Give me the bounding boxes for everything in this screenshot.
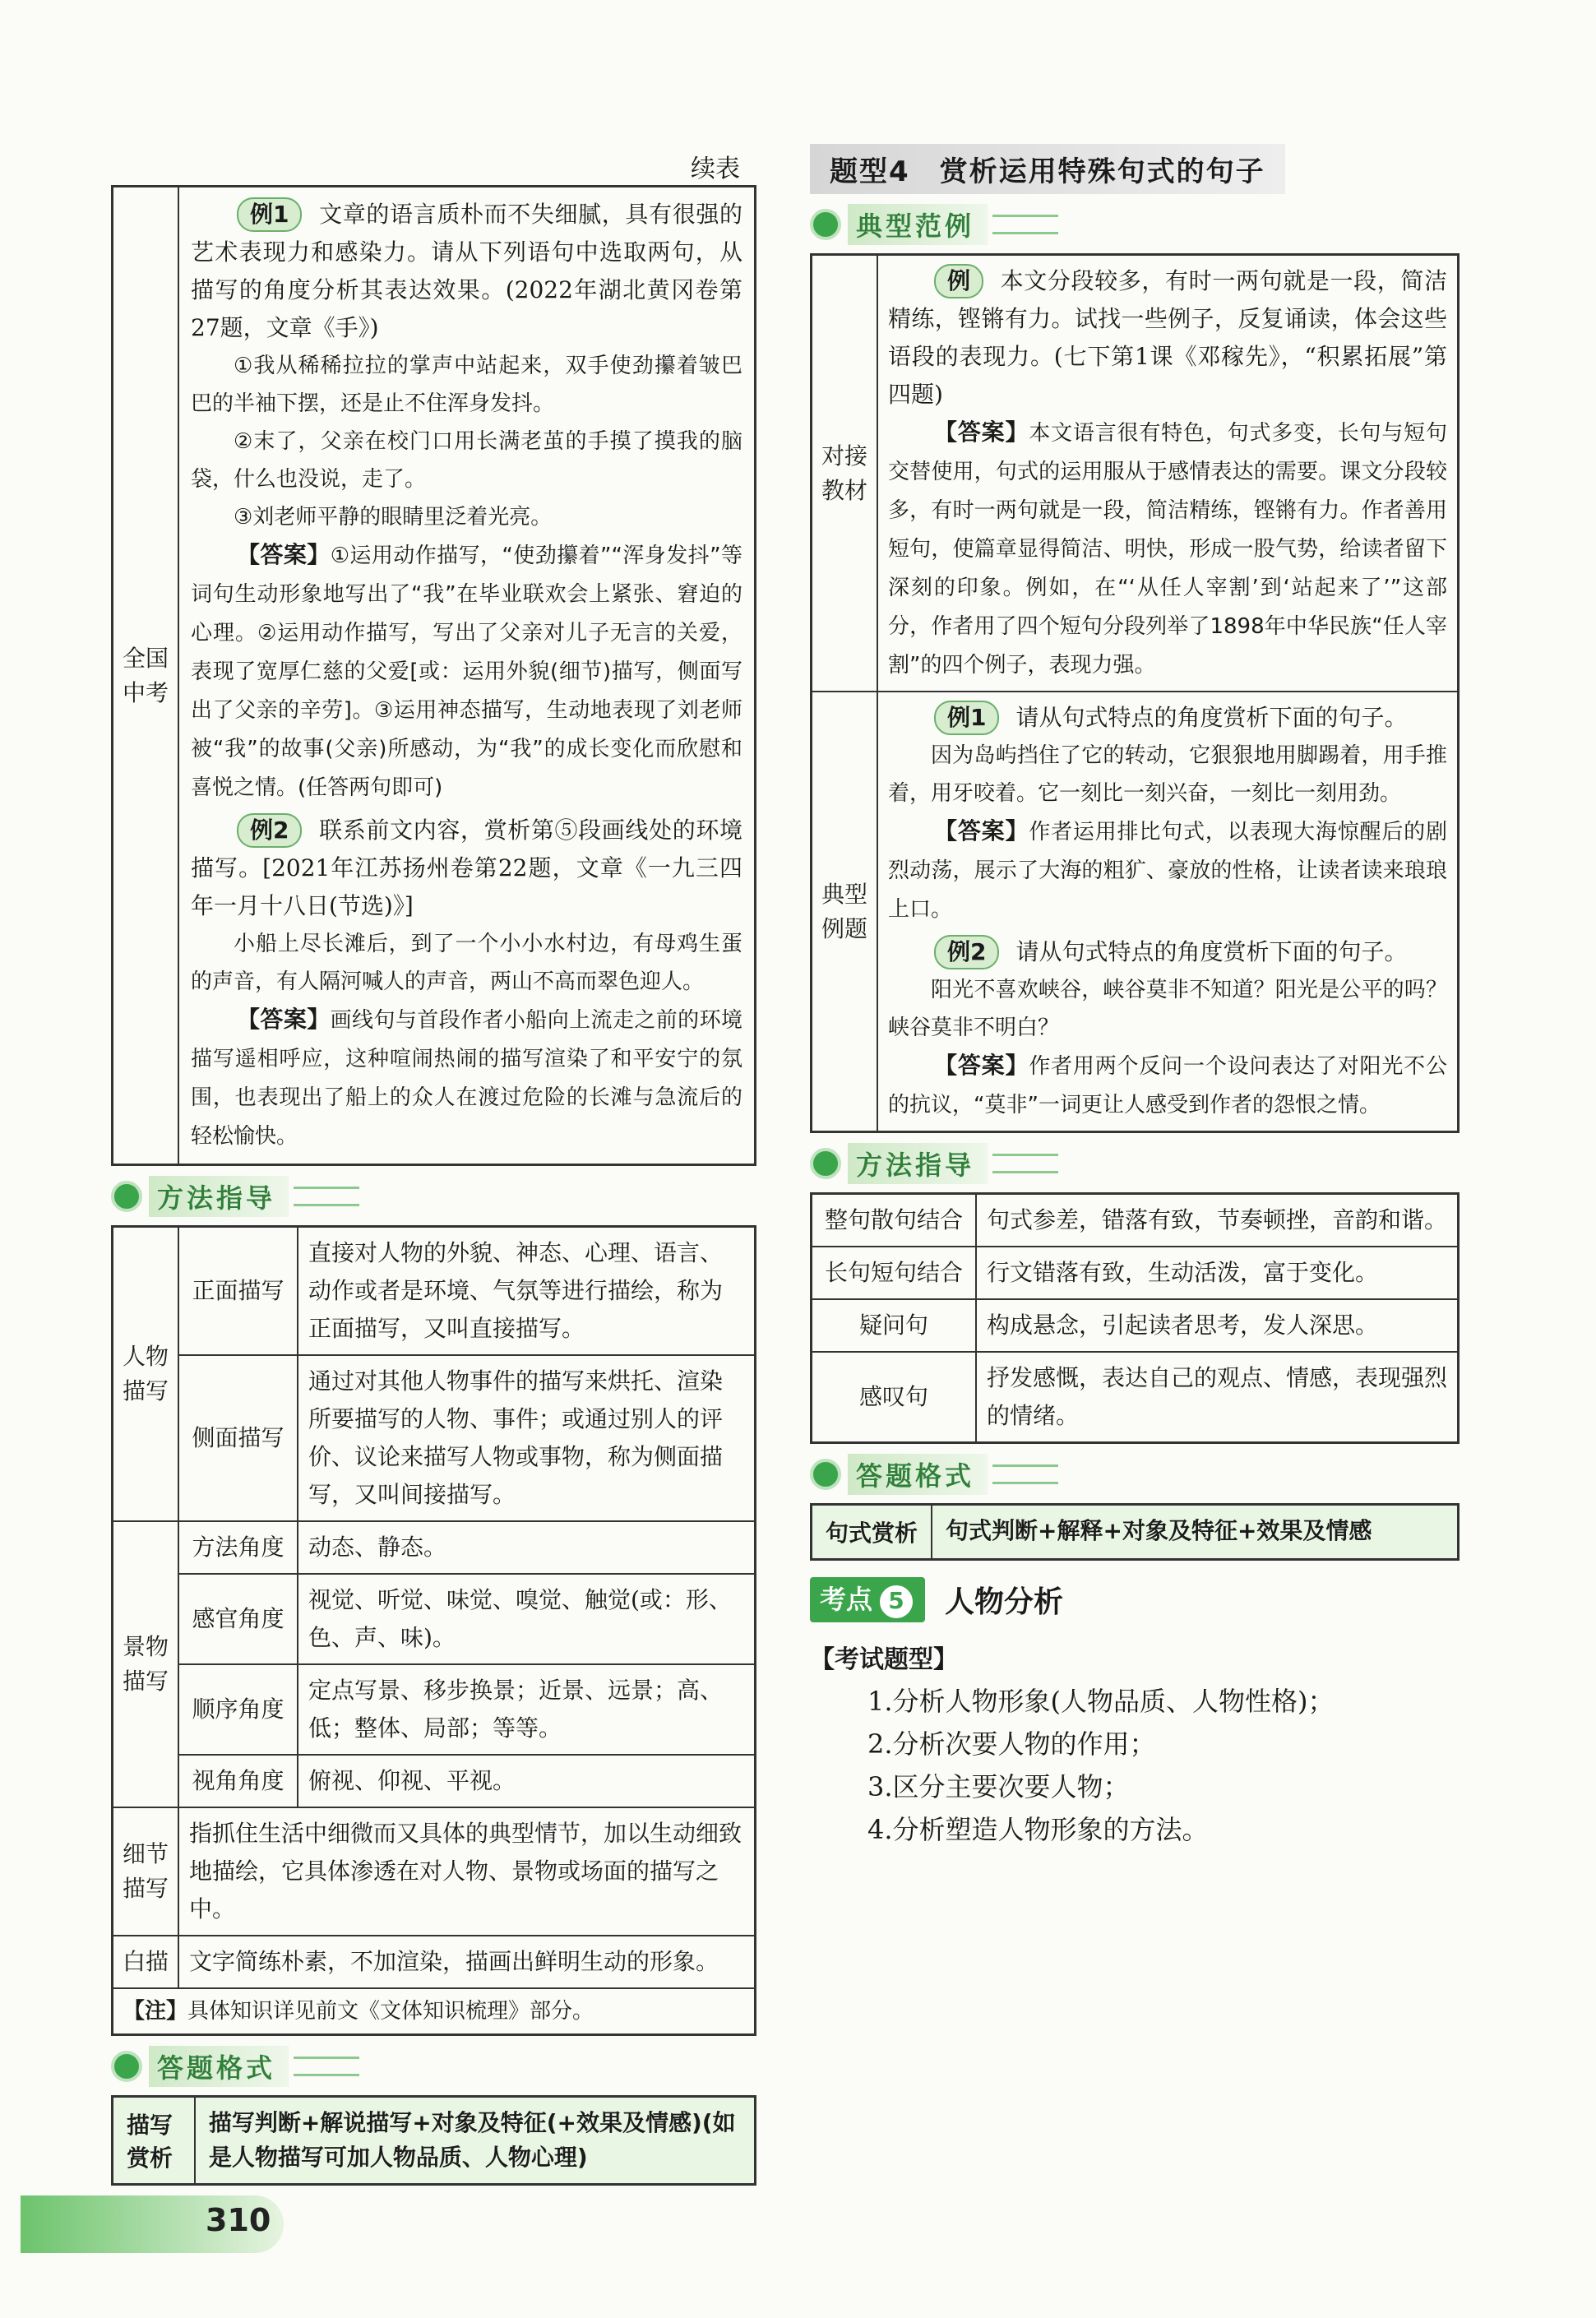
continued-label: 续表 — [691, 155, 740, 183]
format-heading: 答题格式 — [810, 1454, 1460, 1495]
kaodian-heading — [810, 1577, 1460, 1622]
detail-desc: 指抓住生活中细微而又具体的典型情节，加以生动细致地描绘，它具体渗透在对人物、景物或场面的描写之中。 — [178, 1807, 756, 1936]
example1-question: 文章的语言质朴而不失细腻，具有很强的艺术表现力和感染力。请从下列语句中选取两句，从描写的角度分析其表达效果。(2022年湖北黄冈卷第27题，文章《手》) — [191, 201, 742, 341]
front-label: 正面描写 — [178, 1227, 298, 1356]
page-number: 310 — [206, 2202, 271, 2238]
typical-example-table — [810, 253, 1460, 1133]
type-heading: 题型4 赏析运用特殊句式的句子 — [810, 144, 1285, 194]
person-label: 人物描写 — [113, 1227, 179, 1522]
list-item: 4.分析塑造人物形象的方法。 — [867, 1814, 1209, 1845]
exam-examples — [178, 187, 756, 1165]
format-text: 描写判断+解说描写+对象及特征(+效果及情感)(如是人物描写可加人物品质、人物心理) — [208, 2109, 736, 2171]
method-row-label: 疑问句 — [812, 1299, 977, 1352]
example2-answer-label: 【答案】 — [237, 1006, 331, 1033]
front-desc: 直接对人物的外貌、神态、心理、语言、动作或者是环境、气氛等进行描绘，称为正面描写，又叫直接描写。 — [298, 1227, 756, 1356]
format-label: 句式赏析 — [812, 1506, 932, 1558]
list-item: 3.区分主要次要人物； — [867, 1771, 1130, 1802]
scene-row-value: 动态、静态。 — [298, 1521, 756, 1574]
method-heading: 方法指导 — [111, 1176, 756, 1217]
example-heading: 典型范例 — [810, 204, 1460, 245]
decor-lines-icon — [294, 2057, 359, 2076]
exam-type-label: 【考试题型】 — [810, 1645, 958, 1674]
sentence-method-table — [810, 1192, 1460, 1444]
method-row-value: 句式参差，错落有致，节奏顿挫，音韵和谐。 — [976, 1194, 1459, 1247]
method-row-value: 构成悬念，引起读者思考，发人深思。 — [976, 1299, 1459, 1352]
format-text: 句式判断+解释+对象及特征+效果及情感 — [946, 1517, 1372, 1544]
method-row-label: 感叹句 — [812, 1352, 977, 1443]
scene-row-label: 顺序角度 — [178, 1664, 298, 1755]
example1-sentence3: ③刘老师平静的眼睛里泛着光亮。 — [234, 505, 553, 530]
format-box — [111, 2095, 756, 2186]
scene-row-value: 定点写景、移步换景；近景、远景；高、低；整体、局部；等等。 — [298, 1664, 756, 1755]
method-table — [111, 1225, 756, 2036]
example1-answer-label: 【答案】 — [237, 541, 331, 568]
example2-answer: 画线句与首段作者小船向上流走之前的环境描写遥相呼应，这种喧闹热闹的描写渲染了和平安宁的氛围，也表现出了船上的众人在渡过危险的长滩与急流后的轻松愉快。 — [191, 1008, 742, 1149]
example1-badge: 例1 — [237, 197, 302, 232]
format-heading: 答题格式 — [111, 2046, 756, 2087]
baimiao-label: 白描 — [113, 1936, 179, 1988]
typical-examples: 例1 请从句式特点的角度赏析下面的句子。 因为岛屿挡住了它的转动，它狠狠地用脚踢着，用手推着，用牙咬着。它一刻比一刻兴奋，一刻比一刻用劲。 【答案】作者运用排比句式，以表现大海惊醒后的剧烈动荡，展示了大海的粗犷、豪放的性格，让读者读来琅琅上口。 例2 请从句式特点的角度赏析下面的句子。 阳光不喜欢峡谷，峡谷莫非不知道？阳光是公平的吗？峡谷莫非不明白？ 【答案】作者用两个反问一个设问表达了对阳光不公的抗议，“莫非”一词更让人感受到作者的怨恨之情。 — [877, 692, 1459, 1132]
method-row-label: 长句短句结合 — [812, 1247, 977, 1299]
scene-row-label: 视角角度 — [178, 1755, 298, 1807]
example2-question: 联系前文内容，赏析第⑤段画线处的环境描写。[2021年江苏扬州卷第22题，文章《一九三四年一月十八日(节选)》] — [191, 817, 742, 919]
decor-lines-icon — [992, 215, 1058, 234]
method-row-value: 行文错落有致，生动活泼，富于变化。 — [976, 1247, 1459, 1299]
example1-answer: ①运用动作描写，“使劲攥着”“浑身发抖”等词句生动形象地写出了“我”在毕业联欢会上紧张、窘迫的心理。②运用动作描写，写出了父亲对儿子无言的关爱，表现了宽厚仁慈的父爱[或：运用外貌(细节)描写，侧面写出了父亲的辛劳]。③运用神态描写，生动地表现了刘老师被“我”的故事(父亲)所感动，为“我”的成长变化而欣慰和喜悦之情。(任答两句即可) — [191, 544, 742, 800]
left-column — [111, 185, 756, 2186]
method-row-label: 整句散句结合 — [812, 1194, 977, 1247]
example1-badge: 例1 — [934, 701, 999, 735]
textbook-badge: 例 — [934, 264, 983, 298]
scene-row-label: 方法角度 — [178, 1521, 298, 1574]
leaf-icon — [111, 2051, 142, 2082]
scene-label: 景物描写 — [113, 1521, 179, 1807]
note-row: 【注】具体知识详见前文《文体知识梳理》部分。 — [113, 1988, 756, 2035]
side-label: 侧面描写 — [178, 1355, 298, 1521]
decor-lines-icon — [294, 1187, 359, 1206]
right-column — [810, 144, 1460, 1851]
format-box — [810, 1503, 1460, 1561]
decor-lines-icon — [992, 1154, 1058, 1173]
scene-row-label: 感官角度 — [178, 1574, 298, 1664]
textbook-label: 对接教材 — [812, 255, 878, 692]
format-label: 描写赏析 — [113, 2098, 196, 2183]
exam-label: 全国中考 — [113, 187, 179, 1165]
method-heading: 方法指导 — [810, 1143, 1460, 1184]
detail-label: 细节描写 — [113, 1807, 179, 1936]
example1-sentence2: ②末了，父亲在校门口用长满老茧的手摸了摸我的脑袋，什么也没说，走了。 — [191, 429, 742, 492]
leaf-icon — [810, 1459, 841, 1490]
leaf-icon — [111, 1181, 142, 1212]
method-row-value: 抒发感慨，表达自己的观点、情感，表现强烈的情绪。 — [976, 1352, 1459, 1443]
example1-sentence1: ①我从稀稀拉拉的掌声中站起来，双手使劲攥着皱巴巴的半袖下摆，还是止不住浑身发抖。 — [191, 354, 742, 416]
textbook-example: 例 本文分段较多，有时一两句就是一段，简洁精练，铿锵有力。试找一些例子，反复诵读，体会这些语段的表现力。(七下第1课《邓稼先》，“积累拓展”第四题) 【答案】本文语言很有特色，句式多变，长句与短句交替使用，句式的运用服从于感情表达的需要。课文分段较多，有时一两句就是一段，简洁精练，铿锵有力。作者善用短句，使篇章显得简洁、明快，形成一股气势，给读者留下深刻的印象。例如，在“‘从任人宰割’到‘站起来了’”这部分，作者用了四个短句分段列举了1898年中华民族“任人宰割”的四个例子，表现力强。 — [877, 255, 1459, 692]
kaodian-badge: 考点 5 — [810, 1577, 925, 1622]
list-item: 1.分析人物形象(人物品质、人物性格)； — [867, 1686, 1335, 1717]
example2-badge: 例2 — [237, 813, 302, 848]
baimiao-desc: 文字简练朴素，不加渲染，描画出鲜明生动的形象。 — [178, 1936, 756, 1988]
side-desc: 通过对其他人物事件的描写来烘托、渲染所要描写的人物、事件；或通过别人的评价、议论来描写人物或事物，称为侧面描写，又叫间接描写。 — [298, 1355, 756, 1521]
scene-row-value: 俯视、仰视、平视。 — [298, 1755, 756, 1807]
kaodian-title: 人物分析 — [945, 1585, 1064, 1619]
example2-passage: 小船上尽长滩后，到了一个小小水村边，有母鸡生蛋的声音，有人隔河喊人的声音，两山不高而翠色迎人。 — [191, 932, 742, 994]
leaf-icon — [810, 1148, 841, 1179]
decor-lines-icon — [992, 1464, 1058, 1484]
list-item: 2.分析次要人物的作用； — [867, 1728, 1156, 1760]
typical-label: 典型例题 — [812, 692, 878, 1132]
example2-badge: 例2 — [934, 935, 999, 969]
exam-example-table — [111, 185, 756, 1166]
leaf-icon — [810, 209, 841, 240]
scene-row-value: 视觉、听觉、味觉、嗅觉、触觉(或：形、色、声、味)。 — [298, 1574, 756, 1664]
